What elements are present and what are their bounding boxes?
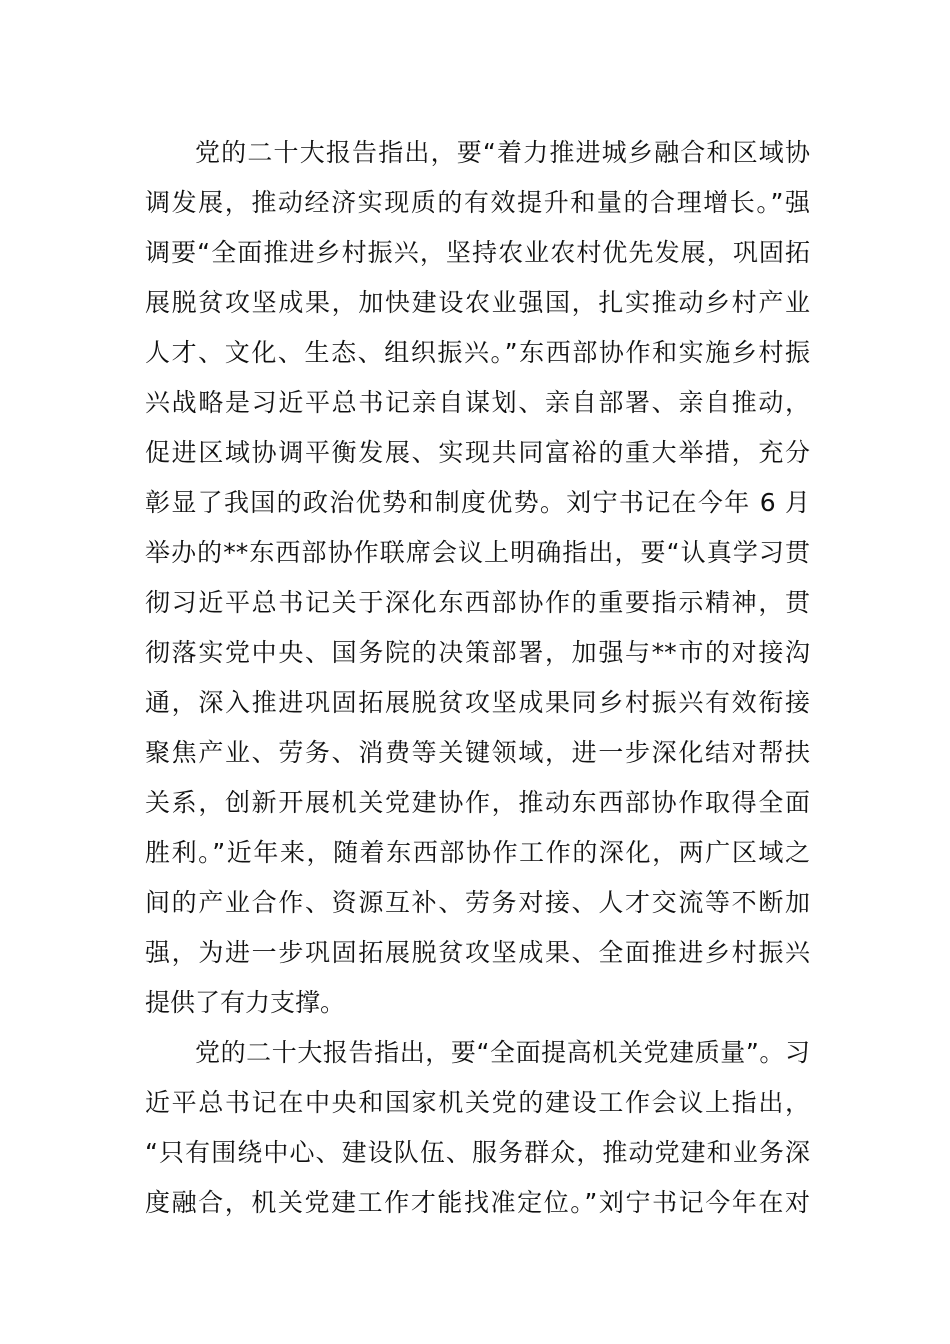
body-text — [145, 128, 810, 1228]
paragraph-1-line: 胜利。”近年来，随着东西部协作工作的深化，两广区域之 — [145, 838, 810, 867]
paragraph-1-line: 关系，创新开展机关党建协作，推动东西部协作取得全面 — [145, 788, 810, 817]
paragraph-1-line: 举办的**东西部协作联席会议上明确指出，要“认真学习贯 — [145, 538, 810, 567]
paragraph-1-line: 提供了有力支撑。 — [145, 988, 346, 1017]
paragraph-1-line: 间的产业合作、资源互补、劳务对接、人才交流等不断加 — [145, 888, 810, 917]
paragraph-1-line: 聚焦产业、劳务、消费等关键领域，进一步深化结对帮扶 — [145, 738, 810, 767]
paragraph-2-line: 近平总书记在中央和国家机关党的建设工作会议上指出， — [145, 1088, 810, 1117]
paragraph-1-line: 彻落实党中央、国务院的决策部署，加强与**市的对接沟 — [145, 638, 810, 667]
paragraph-1-line: 人才、文化、生态、组织振兴。”东西部协作和实施乡村振 — [145, 338, 810, 367]
paragraph-2-line: 党的二十大报告指出，要“全面提高机关党建质量”。习 — [195, 1038, 810, 1067]
paragraph-1-line: 兴战略是习近平总书记亲自谋划、亲自部署、亲自推动， — [145, 388, 810, 417]
paragraph-1-line: 调要“全面推进乡村振兴，坚持农业农村优先发展，巩固拓 — [145, 238, 810, 267]
paragraph-2-line: 度融合，机关党建工作才能找准定位。”刘宁书记今年在对 — [145, 1188, 810, 1217]
paragraph-1-line: 党的二十大报告指出，要“着力推进城乡融合和区域协 — [195, 138, 810, 167]
paragraph-1-line: 彰显了我国的政治优势和制度优势。刘宁书记在今年 6 月 — [145, 488, 810, 517]
paragraph-1-line: 彻习近平总书记关于深化东西部协作的重要指示精神，贯 — [145, 588, 810, 617]
paragraph-1-line: 强，为进一步巩固拓展脱贫攻坚成果、全面推进乡村振兴 — [145, 938, 810, 967]
paragraph-1-line: 促进区域协调平衡发展、实现共同富裕的重大举措，充分 — [145, 438, 810, 467]
paragraph-1-line: 调发展，推动经济实现质的有效提升和量的合理增长。”强 — [145, 188, 810, 217]
paragraph-2-line: “只有围绕中心、建设队伍、服务群众，推动党建和业务深 — [145, 1138, 810, 1167]
paragraph-1-line: 通，深入推进巩固拓展脱贫攻坚成果同乡村振兴有效衔接 — [145, 688, 810, 717]
paragraph-1-line: 展脱贫攻坚成果，加快建设农业强国，扎实推动乡村产业 — [145, 288, 810, 317]
